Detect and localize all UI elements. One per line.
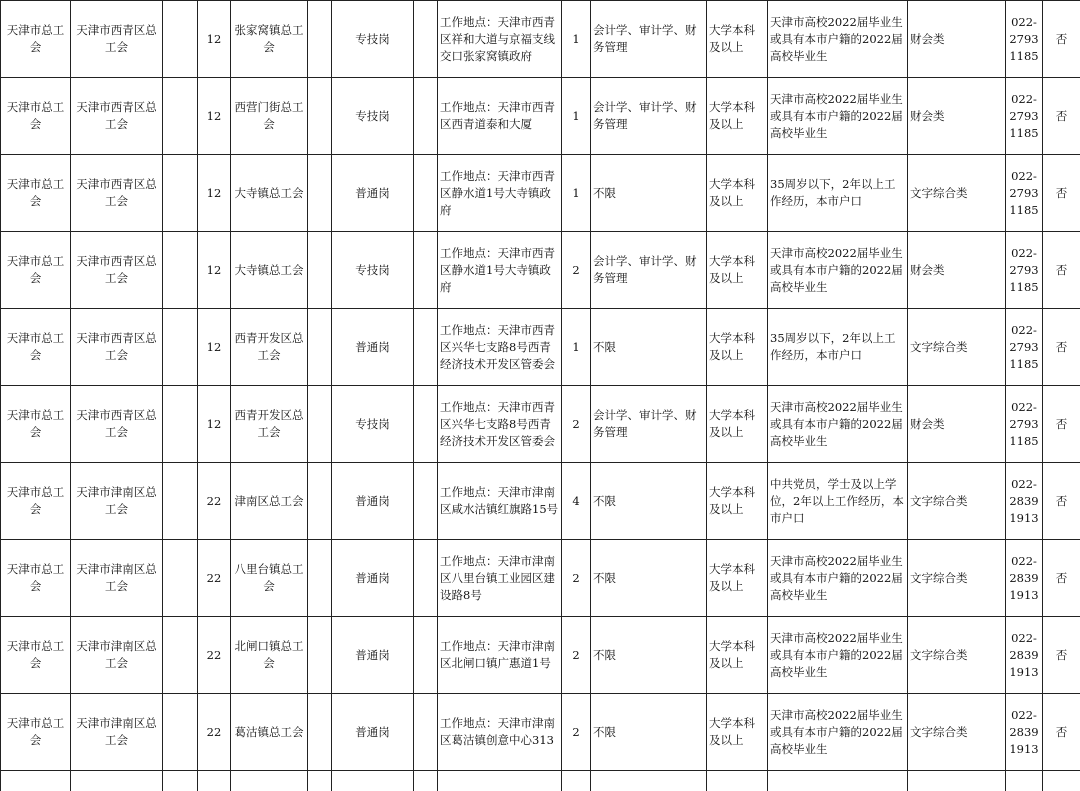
unit-cell: 天津市西青区总工会: [71, 1, 163, 78]
table-row: [1, 1, 1080, 78]
location-cell: 工作地点：天津市西青区西青道泰和大厦: [438, 78, 562, 155]
education-cell: 大学本科及以上: [707, 155, 768, 232]
post-type-cell: 专技岗: [332, 386, 414, 463]
phone-cell: 022-27931185: [1006, 232, 1043, 309]
dept-cell: 西青开发区总工会: [231, 386, 308, 463]
requirement-cell: 天津市高校2022届毕业生或具有本市户籍的2022届高校毕业生: [768, 540, 908, 617]
major-cell: 会计学、审计学、财务管理: [591, 232, 707, 309]
blank-cell: [308, 617, 332, 694]
requirement-cell: 35周岁以下，2年以上工作经历，本市户口: [768, 309, 908, 386]
code-cell: 22: [198, 617, 231, 694]
count-cell: 2: [562, 694, 591, 771]
category-cell: 文字综合类: [908, 463, 1006, 540]
blank-cell: [163, 309, 198, 386]
major-cell: 会计学、审计学、财务管理: [591, 1, 707, 78]
education-cell: 大学本科及以上: [707, 386, 768, 463]
location-cell: 工作地点：天津市津南区八里台镇工业园区建设路8号: [438, 540, 562, 617]
post-type-cell: 普通岗: [332, 309, 414, 386]
post-type-cell: 普通岗: [332, 463, 414, 540]
education-cell: 大学本科及以上: [707, 540, 768, 617]
count-cell: 1: [562, 155, 591, 232]
count-cell: 1: [562, 309, 591, 386]
flag-cell: 否: [1043, 232, 1080, 309]
org-cell: 天津市总工会: [1, 386, 71, 463]
major-cell: 不限: [591, 309, 707, 386]
blank-cell: [163, 232, 198, 309]
phone-cell: 022-27931185: [1006, 386, 1043, 463]
education-cell: 大学本科及以上: [707, 78, 768, 155]
dept-cell: 八里台镇总工会: [231, 540, 308, 617]
education-cell: 大学本科及以上: [707, 1, 768, 78]
requirement-cell: 天津市高校2022届毕业生或具有本市户籍的2022届高校毕业生: [768, 694, 908, 771]
unit-cell: 天津市西青区总工会: [71, 155, 163, 232]
phone-cell: 022-27931185: [1006, 1, 1043, 78]
code-cell: 22: [198, 694, 231, 771]
dept-cell: 西营门街总工会: [231, 78, 308, 155]
dept-cell: 西青开发区总工会: [231, 309, 308, 386]
post-type-cell: 普通岗: [332, 540, 414, 617]
dept-cell: 大寺镇总工会: [231, 155, 308, 232]
requirement-cell: 中共党员，学士及以上学位，2年以上工作经历，本市户口: [768, 463, 908, 540]
location-cell: 工作地点：天津市西青区兴华七支路8号西青经济技术开发区管委会: [438, 309, 562, 386]
category-cell: 财会类: [908, 386, 1006, 463]
code-cell: 12: [198, 232, 231, 309]
blank-cell: [414, 540, 438, 617]
blank-cell: [308, 1, 332, 78]
code-cell: 12: [198, 155, 231, 232]
unit-cell: 天津市西青区总工会: [71, 386, 163, 463]
major-cell: 不限: [591, 540, 707, 617]
dept-cell: 津南区总工会: [231, 463, 308, 540]
flag-cell: 否: [1043, 309, 1080, 386]
count-cell: 1: [562, 1, 591, 78]
blank-cell: [414, 617, 438, 694]
org-cell: 天津市总工会: [1, 78, 71, 155]
phone-cell: 022-28391913: [1006, 540, 1043, 617]
code-cell: 12: [198, 309, 231, 386]
blank-cell: [308, 232, 332, 309]
flag-cell: 否: [1043, 617, 1080, 694]
unit-cell: 天津市津南区总工会: [71, 617, 163, 694]
flag-cell: 否: [1043, 1, 1080, 78]
blank-cell: [163, 78, 198, 155]
blank-cell: [163, 1, 198, 78]
flag-cell: 否: [1043, 540, 1080, 617]
category-cell: 财会类: [908, 78, 1006, 155]
code-cell: 22: [198, 463, 231, 540]
dept-cell: 北闸口镇总工会: [231, 617, 308, 694]
blank-cell: [414, 386, 438, 463]
blank-cell: [163, 540, 198, 617]
post-type-cell: 普通岗: [332, 155, 414, 232]
blank-cell: [414, 78, 438, 155]
count-cell: 2: [562, 232, 591, 309]
blank-cell: [414, 232, 438, 309]
blank-cell: [308, 155, 332, 232]
post-type-cell: 普通岗: [332, 617, 414, 694]
phone-cell: 022-27931185: [1006, 309, 1043, 386]
unit-cell: 天津市西青区总工会: [71, 309, 163, 386]
blank-cell: [414, 694, 438, 771]
blank-cell: [163, 463, 198, 540]
org-cell: 天津市总工会: [1, 694, 71, 771]
blank-cell: [163, 155, 198, 232]
org-cell: 天津市总工会: [1, 1, 71, 78]
category-cell: 财会类: [908, 1, 1006, 78]
unit-cell: 天津市津南区总工会: [71, 540, 163, 617]
post-type-cell: 专技岗: [332, 232, 414, 309]
requirement-cell: 天津市高校2022届毕业生或具有本市户籍的2022届高校毕业生: [768, 78, 908, 155]
flag-cell: 否: [1043, 78, 1080, 155]
code-cell: 12: [198, 1, 231, 78]
phone-cell: 022-27931185: [1006, 155, 1043, 232]
flag-cell: 否: [1043, 155, 1080, 232]
count-cell: 1: [562, 78, 591, 155]
table-row: [1, 463, 1080, 540]
org-cell: 天津市总工会: [1, 309, 71, 386]
requirement-cell: 天津市高校2022届毕业生或具有本市户籍的2022届高校毕业生: [768, 617, 908, 694]
table-body: [1, 1, 1080, 791]
category-cell: 财会类: [908, 232, 1006, 309]
table-row: [1, 309, 1080, 386]
category-cell: 文字综合类: [908, 694, 1006, 771]
table-row: [1, 155, 1080, 232]
major-cell: 会计学、审计学、财务管理: [591, 78, 707, 155]
blank-cell: [308, 463, 332, 540]
table-row: [1, 540, 1080, 617]
blank-cell: [308, 694, 332, 771]
post-type-cell: 专技岗: [332, 1, 414, 78]
unit-cell: 天津市津南区总工会: [71, 463, 163, 540]
org-cell: 天津市总工会: [1, 155, 71, 232]
phone-cell: 022-28391913: [1006, 463, 1043, 540]
table-row: [1, 386, 1080, 463]
category-cell: 文字综合类: [908, 540, 1006, 617]
education-cell: 大学本科及以上: [707, 463, 768, 540]
code-cell: 12: [198, 386, 231, 463]
count-cell: 2: [562, 617, 591, 694]
table-row: [1, 78, 1080, 155]
location-cell: 工作地点：天津市西青区兴华七支路8号西青经济技术开发区管委会: [438, 386, 562, 463]
flag-cell: 否: [1043, 386, 1080, 463]
dept-cell: 张家窝镇总工会: [231, 1, 308, 78]
education-cell: 大学本科及以上: [707, 617, 768, 694]
location-cell: 工作地点：天津市西青区祥和大道与京福支线交口张家窝镇政府: [438, 1, 562, 78]
blank-cell: [308, 309, 332, 386]
blank-cell: [308, 78, 332, 155]
blank-cell: [414, 1, 438, 78]
phone-cell: 022-28391913: [1006, 617, 1043, 694]
blank-cell: [163, 694, 198, 771]
blank-cell: [163, 617, 198, 694]
location-cell: 工作地点：天津市西青区静水道1号大寺镇政府: [438, 232, 562, 309]
post-type-cell: 专技岗: [332, 78, 414, 155]
blank-cell: [308, 386, 332, 463]
education-cell: 大学本科及以上: [707, 232, 768, 309]
major-cell: 不限: [591, 463, 707, 540]
org-cell: 天津市总工会: [1, 232, 71, 309]
requirement-cell: 天津市高校2022届毕业生或具有本市户籍的2022届高校毕业生: [768, 1, 908, 78]
flag-cell: 否: [1043, 463, 1080, 540]
unit-cell: 天津市西青区总工会: [71, 232, 163, 309]
blank-cell: [163, 386, 198, 463]
requirement-cell: 35周岁以下，2年以上工作经历，本市户口: [768, 155, 908, 232]
major-cell: 不限: [591, 694, 707, 771]
blank-cell: [414, 309, 438, 386]
count-cell: 2: [562, 540, 591, 617]
unit-cell: 天津市西青区总工会: [71, 78, 163, 155]
location-cell: 工作地点：天津市津南区咸水沽镇红旗路15号: [438, 463, 562, 540]
major-cell: 不限: [591, 617, 707, 694]
dept-cell: 大寺镇总工会: [231, 232, 308, 309]
blank-cell: [308, 540, 332, 617]
org-cell: 天津市总工会: [1, 617, 71, 694]
location-cell: 工作地点：天津市津南区葛沽镇创意中心313: [438, 694, 562, 771]
requirement-cell: 天津市高校2022届毕业生或具有本市户籍的2022届高校毕业生: [768, 232, 908, 309]
location-cell: 工作地点：天津市津南区北闸口镇广惠道1号: [438, 617, 562, 694]
unit-cell: 天津市津南区总工会: [71, 694, 163, 771]
code-cell: 12: [198, 78, 231, 155]
major-cell: 不限: [591, 155, 707, 232]
category-cell: 文字综合类: [908, 155, 1006, 232]
dept-cell: 葛沽镇总工会: [231, 694, 308, 771]
table-row: [1, 694, 1080, 771]
education-cell: 大学本科及以上: [707, 309, 768, 386]
count-cell: 2: [562, 386, 591, 463]
blank-cell: [414, 463, 438, 540]
location-cell: 工作地点：天津市西青区静水道1号大寺镇政府: [438, 155, 562, 232]
phone-cell: 022-27931185: [1006, 78, 1043, 155]
phone-cell: 022-28391913: [1006, 694, 1043, 771]
code-cell: 22: [198, 540, 231, 617]
category-cell: 文字综合类: [908, 617, 1006, 694]
requirement-cell: 天津市高校2022届毕业生或具有本市户籍的2022届高校毕业生: [768, 386, 908, 463]
education-cell: 大学本科及以上: [707, 694, 768, 771]
major-cell: 会计学、审计学、财务管理: [591, 386, 707, 463]
table-row: [1, 617, 1080, 694]
flag-cell: 否: [1043, 694, 1080, 771]
org-cell: 天津市总工会: [1, 463, 71, 540]
category-cell: 文字综合类: [908, 309, 1006, 386]
org-cell: 天津市总工会: [1, 540, 71, 617]
post-type-cell: 普通岗: [332, 694, 414, 771]
table-row: [1, 232, 1080, 309]
blank-cell: [414, 155, 438, 232]
count-cell: 4: [562, 463, 591, 540]
